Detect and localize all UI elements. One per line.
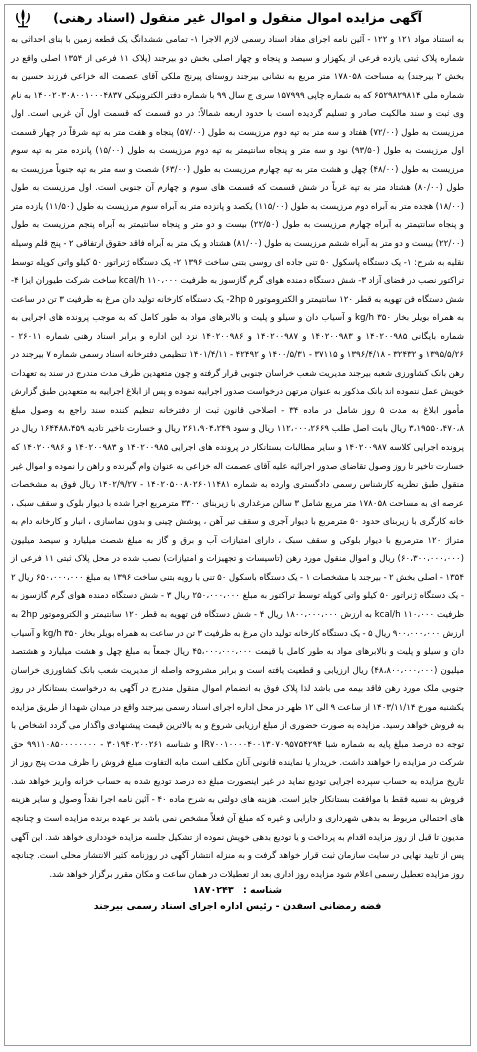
auction-notice [4,4,471,1046]
tracking-label: شناسه : [242,885,282,897]
notice-signature: فضه رمضانی اسفدن - رئیس اداره اجرای اسناد رسمی بیرجند [93,901,382,913]
notice-body: به استناد مواد ۱۲۱ و ۱۲۲ - آئین نامه اجرای مفاد اسناد رسمی لازم الاجرا ۱- تمامی ششدانگ یک قطعه زمین با بنای احداثی به شماره پلاک ثبتی یازده فرعی از یکهزار و سیصد و پنجاه و چهار اصلی بخش دو بیرجند (پلاک ۱۱ فرعی از ۱۳۵۴ اصلی واقع در بخش ۲ بیرجند) به مساحت ۱۷۸۰۵۸ متر مربع به نشانی بیرجند روستای پیرنج ملکی آقای عصمت اله خزاعی فرزند حسین به شماره ملی ۶۵۲۹۸۲۹۸۱۴ که به شماره چاپی ۱۵۷۹۹۹ سری ج سال ۹۹ با شماره دفتر الکترونیکی ۱۴۰۰۲۰۳۰۸۰۰۱۰۰۰۴۸۳۷ به نام وی ثبت و سند مالکیت صادر و تسلیم گردیده است با حدود اربعه شمالاً: در دو قسمت که قسمت اول آن غربی است. اول مرزیست به طول (۷۲/۰۰) هفتاد و سه متر به تپه دوم مرزیست به طول (۵۷/۰۰) پنجاه و هفت متر به تپه شرقاً در چهار قسمت اول مرزیست به طول (۹۳/۵۰) نود و سه متر و پنجاه سانتیمتر به تپه دوم مرزیست به طول (۱۵/۰۰) پانزده متر به تپه سوم مرزیست به طول (۴۸/۰۰) چهل و هشت متر به تپه چهارم مرزیست به طول (۶۳/۰۰) شصت و سه متر به تپه جنوباً مرزیست به طول (۸۰/۰۰) هشتاد متر به تپه غرباً در شش قسمت که قسمت های سوم و چهارم آن جنوبی است. اول مرزیست به طول (۱۸/۰۰) هجده متر به آبراه دوم مرزیست به طول (۱۱۵/۰۰) یکصد و پانزده متر به آبراه سوم مرزیست به طول (۱۱/۵۰) یازده متر و پنجاه سانتیمتر به آبراه چهارم مرزیست به طول (۲۲/۵۰) بیست و دو متر و پنجاه سانتیمتر به آبراه پنجم مرزیست به طول (۲۲/۰۰) بیست و دو متر به آبراه ششم مرزیست به طول (۸۱/۰۰) هشتاد و یک متر به آبراه فاقد حقوق ارتفاقی ۲ - پنج قلم وسیله نقلیه به شرح: ۱- یک دستگاه پاسکول ۵۰ تنی جاده ای روسی بتنی ساخت ۱۳۹۶ ۲- یک دستگاه ژنراتور ۵۰ کیلو واتی کوپله توسط تراکتور نصب در فضای آزاد ۳- شش دستگاه دمنده هوای گرم گازسوز به ظرفیت ۱۱۰،۰۰۰ kcal/h ساخت شرکت طیوران ایزا ۴- شش دستگاه فن تهویه به قطر ۱۲۰ سانتیمتر و الکتروموتور 2hp ۵- یک دستگاه کارخانه تولید دان مرغ به ظرفیت ۳ تن در ساعت به همراه بویلر بخار ۳۵۰ kg/h و آسیاب دان و سیلو و پلیت و بالابرهای مواد به طور کامل که به موجب پرونده های اجرایی به شماره بایگانی ۱۴۰۲۰۰۹۸۵ و ۱۴۰۲۰۰۹۸۳ و ۱۴۰۲۰۰۹۸۷ و ۱۴۰۲۰۰۹۸۶ نزد این اداره و برابر اسناد رهنی شماره ۲۶۰۱۱ - ۱۳۹۵/۵/۲۶ و ۳۲۴۳۲ - ۱۳۹۶/۴/۱۸ و ۳۷۱۱۵ - ۱۴۰۰/۵/۳۱ و ۴۲۴۹۲ - ۱۴۰۱/۴/۱۱ تنظیمی دفترخانه اسناد رسمی شماره ۷ بیرجند در رهن بانک کشاورزی شعبه بیرجند مدیریت شعب خراسان جنوبی قرار گرفته و چون متعهدین ظرف مدت مندرج در سند به تعهدات خویش عمل ننموده اند بانک مذکور به عنوان مرتهن درخواست صدور اجراییه نموده و پس از ابلاغ اجراییه به متعهدین طبق گزارش مأمور ابلاغ به مدت ۵ روز شامل در ماده ۳۴ - اصلاحی قانون ثبت از دفترخانه تنظیم کننده سند راجع به وصول مبلغ ۳،۱۹۵۵۰،۴۷۰،۸ ریال بابت اصل طلب ۱۱۲،۰۰۰،۲۶۶۹ ریال و سود ۲۶۱،۹۰۴،۲۴۹ ریال و خسارت تاخیر تادیه ۱۶۴۴۸۸،۴۵۹ ریال در پرونده اجرایی کلاسه ۱۴۰۲۰۰۹۸۷ و سایر مطالبات بستانکار در پرونده های اجرایی ۱۴۰۲۰۰۹۸۵ و ۱۴۰۲۰۰۹۸۳ و ۱۴۰۲۰۰۹۸۶ که خسارت تاخیر تا روز وصول تقاضای صدور اجرائیه علیه آقای عصمت اله خزاعی به عنوان وام گیرنده و راهن را نموده و اموال غیر منقول طبق نظریه کارشناس رسمی دادگستری وارده به شماره ۱۴۰۲۰۵۰۰۸۰۲۶۰۱۱۴۸۱ - ۱۴۰۲/۹/۲۷ ریال فوق به مشخصات عرصه ای به مساحت ۱۷۸۰۵۸ متر مربع شامل ۳ سالن مرغداری با زیربنای ۳۳۰۰ مترمربع اجرا شده با دیوار بلوک و سقف سبک ، خانه کارگری با زیربنای حدود ۵۰ مترمربع با دیوار آجری و سقف تیر آهن ، پوشش چینی و بدون نماسازی ، انبار و کارخانه دام به متراژ ۱۲۰ مترمربع با دیوار بلوکی و سقف سبک ، دارای امتیازات آب و برق و گاز به مبلغ شصت میلیارد و سیصد میلیون (۶۰،۳۰۰،۰۰۰،۰۰۰) ریال و اموال منقول مورد رهن (تاسیسات و تجهیزات و امتیازات) نصب شده در محل پلاک ثبتی ۱۱ فرعی از ۱۳۵۴ - اصلی بخش ۲ - بیرجند با مشخصات ۱ - یک دستگاه باسکول ۵۰ تنی با رویه بتنی ساخت ۱۳۹۶ به مبلغ ۶۵۰،۰۰۰،۰۰۰ ریال ۲ - یک دستگاه ژنراتور ۵۰ کیلو واتی کوپله توسط تراکتور به مبلغ ۲۵۰،۰۰۰،۰۰۰ ریال ۳ - شش دستگاه دمنده هوای گرم گازسوز به ظرفیت ۱۱۰،۰۰۰ kcal/h به ارزش ۱۸۰۰،۰۰۰،۰۰۰ ریال ۴ - شش دستگاه فن تهویه به قطر ۱۲۰ سانتیمتر و الکتروموتور 2hp به ارزش ۹۰۰،۰۰۰،۰۰۰ ریال ۵ - یک دستگاه کارخانه تولید دان مرغ به ظرفیت ۳ تن در ساعت به همراه بویلر بخار ۳۵۰ kg/h و آسیاب دان و سیلو و پلیت و بالابرهای مواد به طور کامل با قیمت ۴۵،۰۰۰،۰۰۰،۰۰۰ ریال جمعاً به مبلغ چهل و هشت میلیارد و هشتصد میلیون (۴۸،۸۰۰،۰۰۰،۰۰۰) ریال ارزیابی و قطعیت یافته است و برابر مشروحه واصله از مدیریت شعب بانک کشاورزی خراسان جنوبی ملک مورد رهن فاقد بیمه می باشد لذا پلاک فوق به انضمام اموال منقول مندرج در آگهی به درخواست بستانکار در روز یکشنبه مورخ ۱۴۰۳/۱۱/۱۴ از ساعت ۹ الی ۱۲ ظهر در محل اداره اجرای اسناد رسمی بیرجند واقع در میدان شهدا از طریق مزایده به فروش خواهد رسید. مزایده به صورت حضوری از مبلغ ارزیابی شروع و به بالاترین قیمت پیشنهادی واگذار می گردد اشخاص با توجه ده درصد مبلغ پایه به شماره شبا IR۷۰۰۱۰۰۰۰۴۰۰۱۳۰۷۰۹۵۷۵۴۲۹۴ و شناسه ۳۰۱۹۴۰۲۰۰۲۶۱ - ۹۹۱۱۰۸۵۰۰۰۰۰۰۰۰ حق شرکت در مزایده را خواهند داشت. خریدار یا نماینده قانونی آنان مکلف است مابه التفاوت مبلغ فروش را ظرف مدت پنج روز از تاریخ مزایده به حساب سپرده اجرایی تودیع نماید در غیر اینصورت مبلغ ده درصد تودیع شده به حساب خزانه واریز خواهد شد. فروش به نسیه فقط با موافقت بستانکار جایز است. هزینه های دولتی به شرح ماده ۴۰ - آئین نامه اجرا نقداً وصول و سایر هزینه های احتمالی مربوط به بدهی شهرداری و دارایی و غیره که مبلغ آن فعلاً مشخص نمی باشد بر عهده برنده مزایده است و چنانچه مدیون تا قبل از روز مزایده اقدام به پرداخت و یا تودیع بدهی خویش نموده از تشکیل جلسه مزایده خودداری خواهد شد. این آگهی پس از تایید نهایی در سایت سازمان ثبت قرار خواهد گرفت و به منزله انتشار آگهی در روزنامه کثیر الانتشار محلی است. چنانچه روز مزایده تعطیل رسمی اعلام شود مزایده روز اداری بعد از تعطیلات در همان ساعت و مکان مقرر برگزار خواهد شد. [11,35,465,880]
notice-tracking-id [5,885,470,896]
iran-emblem-icon [11,7,35,29]
tracking-number: ۱۸۷۰۲۴۳ [193,885,234,897]
notice-header [5,5,470,29]
notice-title: آگهی مزایده اموال منقول و اموال غیر منقول (اسناد رهنی) [53,10,422,25]
